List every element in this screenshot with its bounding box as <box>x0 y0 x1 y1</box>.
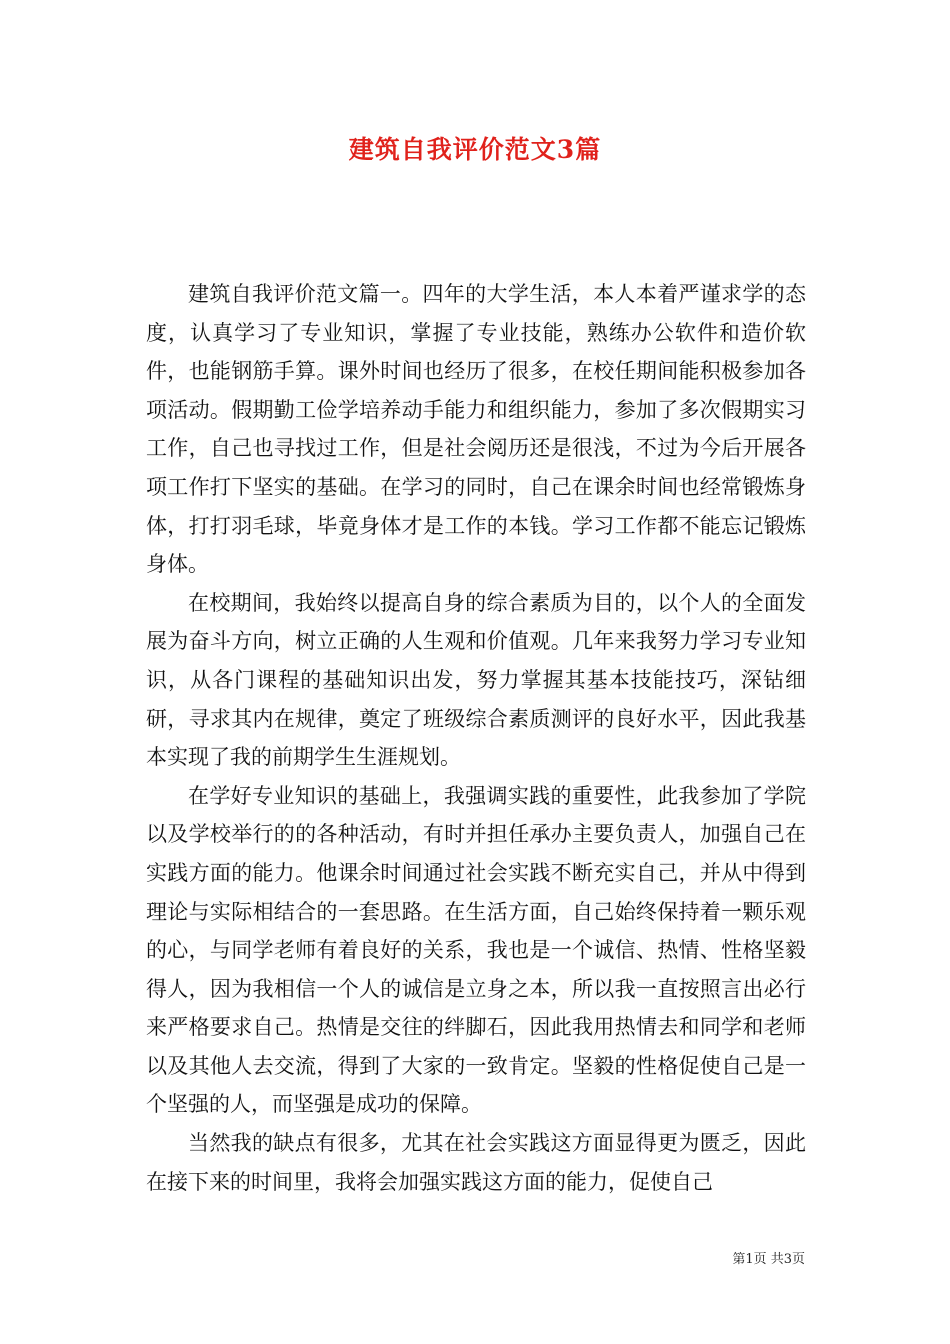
document-body <box>146 275 806 1201</box>
paragraph-4: 当然我的缺点有很多，尤其在社会实践这方面显得更为匮乏，因此在接下来的时间里，我将会加强实践这方面的能力，促使自己 <box>146 1131 806 1194</box>
paragraph-2: 在校期间，我始终以提高自身的综合素质为目的，以个人的全面发展为奋斗方向，树立正确的人生观和价值观。几年来我努力学习专业知识，从各门课程的基础知识出发，努力掌握其基本技能技巧，深钻细研，寻求其内在规律，奠定了班级综合素质测评的良好水平，因此我基本实现了我的前期学生生涯规划。 <box>146 590 806 770</box>
paragraph-1: 建筑自我评价范文篇一。四年的大学生活，本人本着严谨求学的态度，认真学习了专业知识，掌握了专业技能，熟练办公软件和造价软件，也能钢筋手算。课外时间也经历了很多，在校任期间能积极参加各项活动。假期勤工俭学培养动手能力和组织能力，参加了多次假期实习工作，自己也寻找过工作，但是社会阅历还是很浅，不过为今后开展各项工作打下坚实的基础。在学习的同时，自己在课余时间也经常锻炼身体，打打羽毛球，毕竟身体才是工作的本钱。学习工作都不能忘记锻炼身体。 <box>146 282 806 577</box>
page-number-footer: 第1页 共3页 <box>732 1252 805 1267</box>
page-title: 建筑自我评价范文3篇 <box>348 135 602 164</box>
paragraph-3: 在学好专业知识的基础上，我强调实践的重要性，此我参加了学院以及学校举行的的各种活动，有时并担任承办主要负责人，加强自己在实践方面的能力。他课余时间通过社会实践不断充实自己，并从中得到理论与实际相结合的一套思路。在生活方面，自己始终保持着一颗乐观的心，与同学老师有着良好的关系，我也是一个诚信、热情、性格坚毅得人，因为我相信一个人的诚信是立身之本，所以我一直按照言出必行来严格要求自己。热情是交往的绊脚石，因此我用热情去和同学和老师以及其他人去交流，得到了大家的一致肯定。坚毅的性格促使自己是一个坚强的人，而坚强是成功的保障。 <box>146 783 806 1117</box>
